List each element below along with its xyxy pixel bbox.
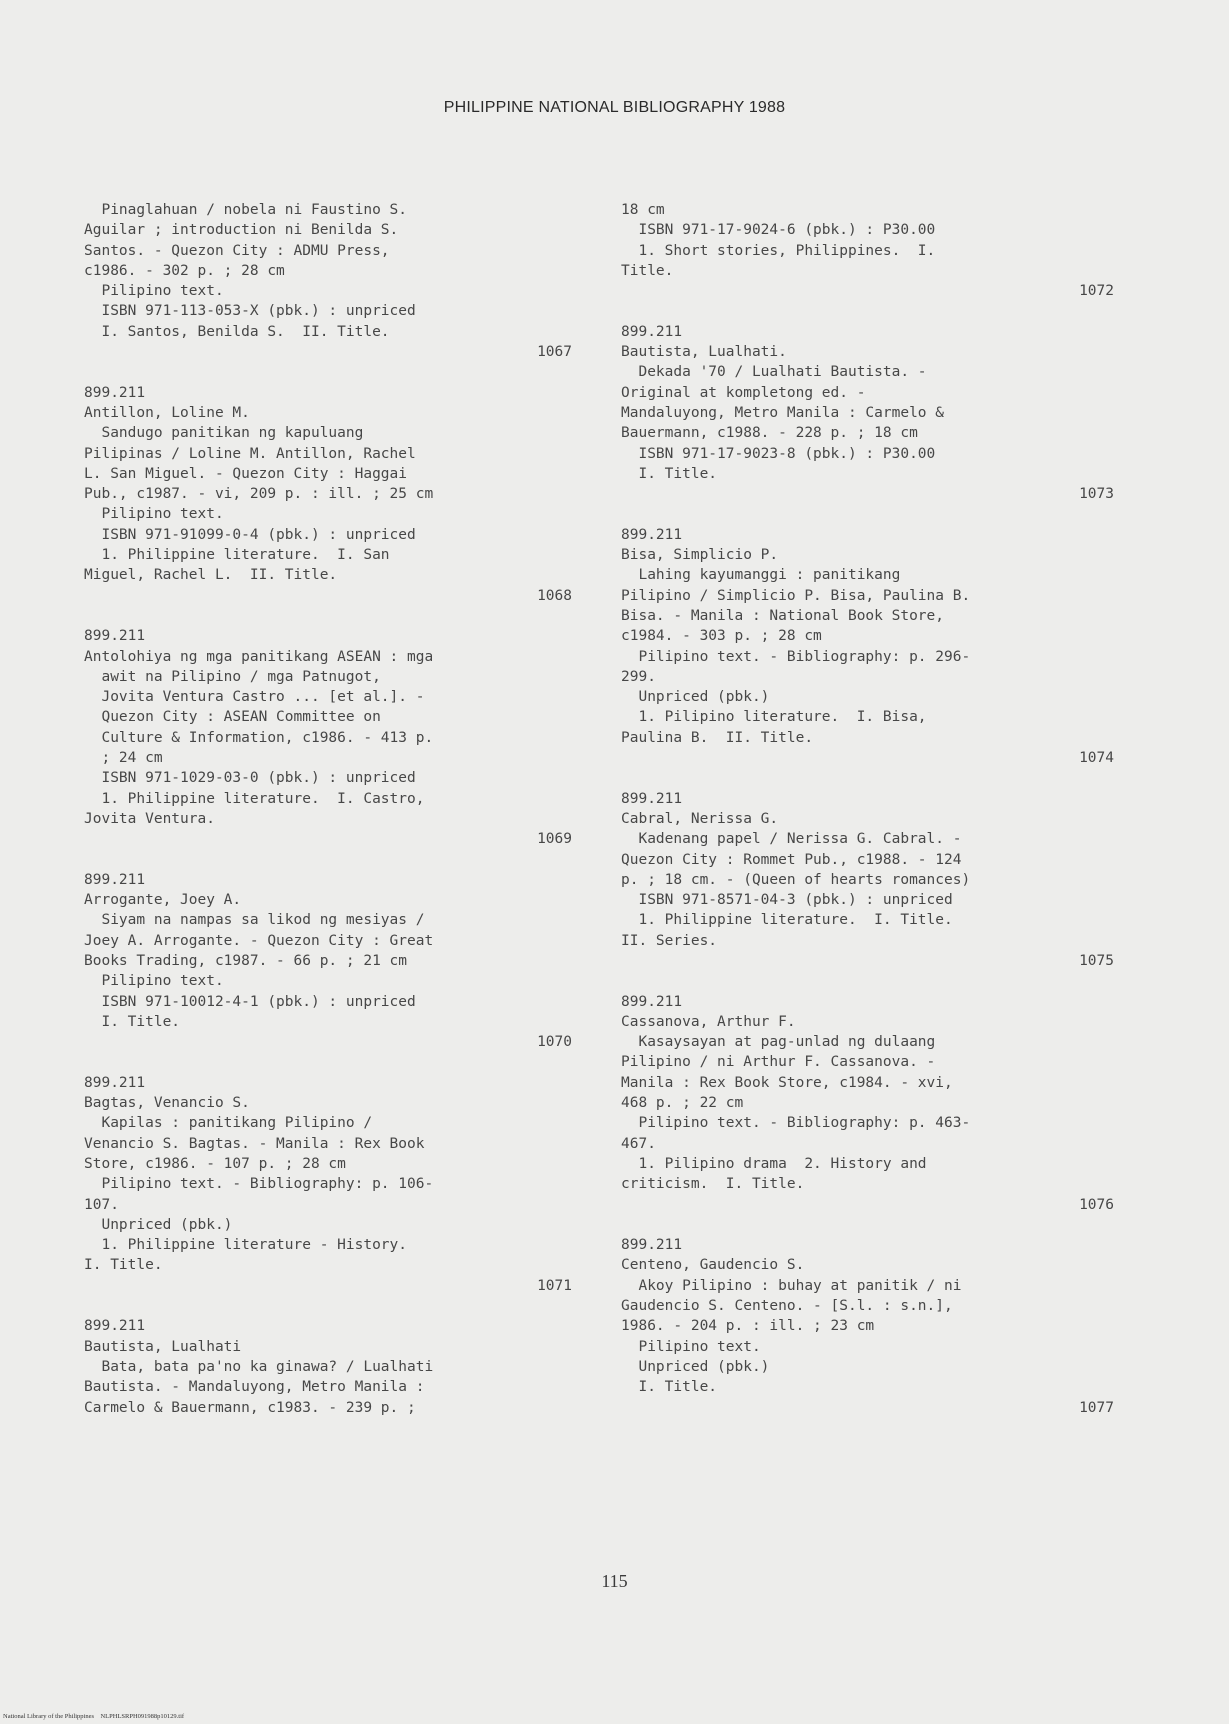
entry-number: 1068 [537,587,572,604]
entry-line: Store, c1986. - 107 p. ; 28 cm [84,1155,346,1172]
entry-line: Pinaglahuan / nobela ni Faustino S. [84,202,408,218]
entry-line: Gaudencio S. Centeno. - [S.l. : s.n.], [621,1298,953,1315]
entry-line: 1. Philippine literature. I. Title. [621,912,953,929]
entry-line: Bisa, Simplicio P. [621,547,779,564]
entry-line: Bisa. - Manila : National Book Store, [621,607,945,624]
entry-line: Unpriced (pbk.) [84,1216,233,1233]
entry-line: Joey A. Arrogante. - Quezon City : Great [84,932,434,949]
bibliography-entry [84,626,574,849]
entry-line: Bagtas, Venancio S. [84,1095,250,1112]
entry-line: Bauermann, c1988. - 228 p. ; 18 cm [621,425,918,442]
entry-line: I. Title. [621,465,718,482]
entry-line: Sandugo panitikan ng kapuluang [84,425,364,442]
entry-line: Pilipino text. - Bibliography: p. 106- [84,1176,434,1193]
entry-line: 1. Short stories, Philippines. I. [621,242,936,259]
entry-number: 1070 [537,1034,572,1051]
entry-number: 1077 [1079,1399,1114,1416]
entry-line: 899.211 [84,1318,146,1335]
entry-line: 899.211 [84,871,146,888]
bibliography-entry [84,1316,574,1417]
entry-line: Unpriced (pbk.) [621,1358,770,1375]
entry-line: Santos. - Quezon City : ADMU Press, [84,242,390,259]
entry-line: p. ; 18 cm. - (Queen of hearts romances) [621,871,971,888]
entry-line: 899.211 [621,323,683,340]
entry-line: Carmelo & Bauermann, c1983. - 239 p. ; [84,1399,416,1416]
entry-line: ISBN 971-10012-4-1 (pbk.) : unpriced [84,993,416,1010]
entry-line: Miguel, Rachel L. II. Title. [84,567,338,584]
entry-line: 107. [84,1196,119,1213]
entry-line: Pilipino text. [84,506,224,523]
entry-line: ISBN 971-1029-03-0 (pbk.) : unpriced [84,770,416,787]
entry-line: Pilipino / ni Arthur F. Cassanova. - [621,1054,936,1071]
entry-line: 1. Pilipino literature. I. Bisa, [621,709,927,726]
entry-line: Bautista. - Mandaluyong, Metro Manila : [84,1379,425,1396]
entry-line: I. Title. [621,1379,718,1396]
entry-line: Pilipino text. - Bibliography: p. 296- [621,648,971,665]
entry-number: 1067 [537,344,572,361]
entry-line: c1984. - 303 p. ; 28 cm [621,628,822,645]
entry-line: Siyam na nampas sa likod ng mesiyas / [84,912,425,929]
bibliography-entry [84,200,574,362]
entry-line: 1. Philippine literature - History. [84,1237,408,1254]
bibliography-entry [621,1235,1116,1418]
entry-line: Bautista, Lualhati. [621,344,787,361]
entry-line: 468 p. ; 22 cm [621,1095,744,1112]
entry-line: Dekada '70 / Lualhati Bautista. - [621,364,927,381]
entry-line: Quezon City : Rommet Pub., c1988. - 124 [621,851,962,868]
entry-line: Quezon City : ASEAN Committee on [84,709,381,726]
entry-line: c1986. - 302 p. ; 28 cm [84,262,285,279]
entry-line: ISBN 971-91099-0-4 (pbk.) : unpriced [84,526,416,543]
bibliography-entry [621,322,1116,505]
entry-line: Centeno, Gaudencio S. [621,1257,805,1274]
bibliography-entry [621,992,1116,1215]
entry-line: Pilipino text. - Bibliography: p. 463- [621,1115,971,1132]
bibliography-entry [84,383,574,606]
entry-line: Culture & Information, c1986. - 413 p. [84,729,434,746]
entry-line: ; 24 cm [84,750,163,767]
entry-line: Cassanova, Arthur F. [621,1013,796,1030]
entry-line: 899.211 [621,526,683,543]
entry-line: Pilipino text. [84,973,224,990]
entry-line: 899.211 [621,790,683,807]
entry-line: Akoy Pilipino : buhay at panitik / ni [621,1277,962,1294]
page-header: PHILIPPINE NATIONAL BIBLIOGRAPHY 1988 [443,99,786,116]
entry-line: 1. Philippine literature. I. Castro, [84,790,425,807]
entry-line: Arrogante, Joey A. [84,892,242,909]
entry-line: Paulina B. II. Title. [621,729,814,746]
bibliography-entry [84,870,574,1053]
entry-line: Pub., c1987. - vi, 209 p. : ill. ; 25 cm [84,486,434,503]
entry-line: ISBN 971-113-053-X (pbk.) : unpriced [84,303,416,320]
entry-number: 1069 [537,831,572,848]
entry-line: 1. Pilipino drama 2. History and [621,1155,927,1172]
entry-line: Kadenang papel / Nerissa G. Cabral. - [621,831,962,848]
bibliography-entry [621,789,1116,972]
entry-line: Unpriced (pbk.) [621,689,770,706]
entry-line: Mandaluyong, Metro Manila : Carmelo & [621,404,945,421]
entry-line: 899.211 [621,993,683,1010]
entry-line: Lahing kayumanggi : panitikang [621,567,901,584]
entry-line: 18 cm [621,202,665,218]
entry-line: awit na Pilipino / mga Patnugot, [84,668,381,685]
entry-line: I. Title. [84,1013,181,1030]
entry-line: ISBN 971-17-9024-6 (pbk.) : P30.00 [621,222,936,239]
bibliography-entry [621,200,1116,301]
entry-line: I. Title. [84,1257,163,1274]
entry-line: Pilipino text. [84,283,224,300]
scan-footer: National Library of the Philippines NLPHLSRPH091988p10129.tif [3,1713,185,1720]
entry-line: Kapilas : panitikang Pilipino / [84,1115,373,1132]
entry-line: Pilipino / Simplicio P. Bisa, Paulina B. [621,587,971,604]
entry-number: 1075 [1079,952,1114,969]
entry-line: Cabral, Nerissa G. [621,810,779,827]
entry-line: Aguilar ; introduction ni Benilda S. [84,222,399,239]
entry-line: 899.211 [84,1074,146,1091]
entry-line: 899.211 [84,384,146,401]
entry-line: 299. [621,668,656,685]
entry-line: Antolohiya ng mga panitikang ASEAN : mga [84,648,434,665]
entry-line: 899.211 [621,1237,683,1254]
entry-number: 1076 [1079,1196,1114,1213]
entry-line: Title. [621,262,674,279]
entry-line: Jovita Ventura. [84,810,215,827]
entry-line: Kasaysayan at pag-unlad ng dulaang [621,1034,936,1051]
entry-line: Books Trading, c1987. - 66 p. ; 21 cm [84,952,408,969]
entry-line: 899.211 [84,628,146,645]
entry-line: I. Santos, Benilda S. II. Title. [84,323,390,340]
entry-line: 1. Philippine literature. I. San [84,547,390,564]
bibliography-entry [84,1073,574,1296]
entry-line: Pilipino text. [621,1338,761,1355]
entry-line: Jovita Ventura Castro ... [et al.]. - [84,689,425,706]
entry-number: 1073 [1079,486,1114,503]
entry-line: 1986. - 204 p. : ill. ; 23 cm [621,1318,875,1335]
entry-line: Venancio S. Bagtas. - Manila : Rex Book [84,1135,425,1152]
entry-line: 467. [621,1135,656,1152]
entry-number: 1071 [537,1277,572,1294]
entry-line: Antillon, Loline M. [84,404,250,421]
entry-line: L. San Miguel. - Quezon City : Haggai [84,465,408,482]
entry-line: criticism. I. Title. [621,1176,805,1193]
entry-line: Original at kompletong ed. - [621,384,866,401]
page-number: 115 [601,1571,628,1591]
entry-line: Pilipinas / Loline M. Antillon, Rachel [84,445,416,462]
entry-line: ISBN 971-17-9023-8 (pbk.) : P30.00 [621,445,936,462]
bibliography-entry [621,525,1116,769]
entry-number: 1072 [1079,283,1114,300]
entry-line: Bata, bata pa'no ka ginawa? / Lualhati [84,1358,434,1375]
entry-number: 1074 [1079,750,1114,767]
entry-line: Bautista, Lualhati [84,1338,242,1355]
right-column [621,200,1116,1438]
left-column [84,200,574,1438]
entry-line: ISBN 971-8571-04-3 (pbk.) : unpriced [621,892,953,909]
entry-line: II. Series. [621,932,718,949]
entry-line: Manila : Rex Book Store, c1984. - xvi, [621,1074,953,1091]
